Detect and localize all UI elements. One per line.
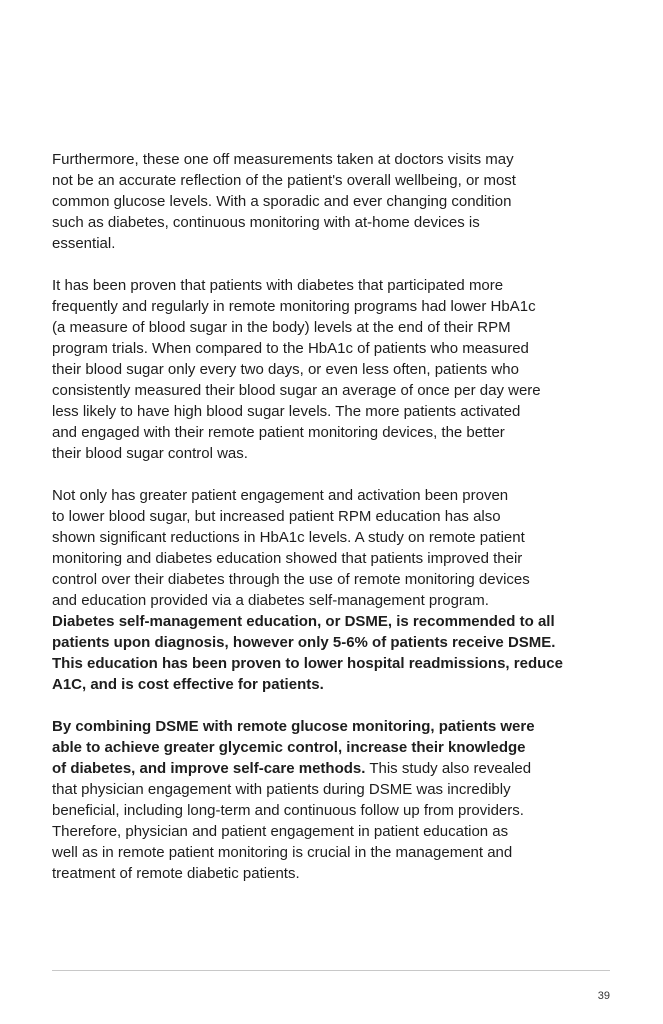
- text-line: [52, 527, 592, 548]
- text-line: [52, 632, 592, 653]
- text-line: [52, 548, 592, 569]
- text-segment: their blood sugar only every two days, or even less often, patients who: [52, 361, 519, 378]
- text-segment: consistently measured their blood sugar an average of once per day were: [52, 382, 541, 399]
- text-line: [52, 485, 592, 506]
- text-line: [52, 317, 592, 338]
- bold-text-segment: Diabetes self-management education, or DSME, is recommended to all: [52, 613, 555, 630]
- bold-text-segment: This education has been proven to lower hospital readmissions, reduce: [52, 655, 563, 672]
- text-line: [52, 338, 592, 359]
- bold-text-segment: patients upon diagnosis, however only 5-6% of patients receive DSME.: [52, 634, 556, 651]
- bold-text-segment: A1C, and is cost effective for patients.: [52, 676, 324, 693]
- text-line: [52, 590, 592, 611]
- paragraph-3: [52, 485, 592, 695]
- text-segment: It has been proven that patients with diabetes that participated more: [52, 277, 504, 294]
- text-line: [52, 233, 592, 254]
- text-line: [52, 275, 592, 296]
- text-line: [52, 191, 592, 212]
- text-segment: not be an accurate reflection of the patient's overall wellbeing, or most: [52, 172, 516, 189]
- text-line: [52, 653, 592, 674]
- paragraph-2: [52, 275, 592, 464]
- text-segment: frequently and regularly in remote monitoring programs had lower HbA1c: [52, 298, 536, 315]
- text-line: [52, 212, 592, 233]
- text-segment: their blood sugar control was.: [52, 445, 248, 462]
- text-line: [52, 380, 592, 401]
- text-line: [52, 758, 592, 779]
- text-line: [52, 716, 592, 737]
- text-line: [52, 674, 592, 695]
- text-line: [52, 821, 592, 842]
- text-segment: well as in remote patient monitoring is crucial in the management and: [52, 844, 513, 861]
- page-number: 39: [597, 990, 610, 1002]
- text-segment: Therefore, physician and patient engagement in patient education as: [52, 823, 509, 840]
- text-line: [52, 506, 592, 527]
- text-segment: less likely to have high blood sugar levels. The more patients activated: [52, 403, 521, 420]
- text-line: [52, 569, 592, 590]
- paragraph-1: [52, 149, 592, 254]
- text-segment: This study also revealed: [365, 760, 532, 777]
- text-line: [52, 401, 592, 422]
- text-line: [52, 170, 592, 191]
- footer-divider: [52, 970, 610, 971]
- text-segment: control over their diabetes through the use of remote monitoring devices: [52, 571, 530, 588]
- text-segment: Furthermore, these one off measurements taken at doctors visits may: [52, 151, 514, 168]
- text-line: [52, 842, 592, 863]
- text-line: [52, 296, 592, 317]
- text-line: [52, 737, 592, 758]
- text-segment: such as diabetes, continuous monitoring with at-home devices is: [52, 214, 480, 231]
- text-segment: monitoring and diabetes education showed that patients improved their: [52, 550, 523, 567]
- bold-text-segment: By combining DSME with remote glucose monitoring, patients were: [52, 718, 535, 735]
- text-segment: treatment of remote diabetic patients.: [52, 865, 300, 882]
- text-segment: and education provided via a diabetes self-management program.: [52, 592, 489, 609]
- text-segment: (a measure of blood sugar in the body) levels at the end of their RPM: [52, 319, 511, 336]
- text-segment: that physician engagement with patients during DSME was incredibly: [52, 781, 511, 798]
- text-line: [52, 149, 592, 170]
- text-segment: program trials. When compared to the HbA1c of patients who measured: [52, 340, 529, 357]
- text-line: [52, 359, 592, 380]
- text-line: [52, 611, 592, 632]
- text-segment: Not only has greater patient engagement and activation been proven: [52, 487, 509, 504]
- text-line: [52, 422, 592, 443]
- text-line: [52, 863, 592, 884]
- body-text: [52, 149, 592, 905]
- text-line: [52, 800, 592, 821]
- paragraph-4: [52, 716, 592, 884]
- bold-text-segment: of diabetes, and improve self-care methods.: [52, 760, 366, 777]
- text-segment: essential.: [52, 235, 116, 252]
- text-segment: beneficial, including long-term and continuous follow up from providers.: [52, 802, 524, 819]
- text-segment: shown significant reductions in HbA1c levels. A study on remote patient: [52, 529, 525, 546]
- bold-text-segment: able to achieve greater glycemic control, increase their knowledge: [52, 739, 526, 756]
- text-line: [52, 779, 592, 800]
- text-segment: and engaged with their remote patient monitoring devices, the better: [52, 424, 505, 441]
- text-segment: to lower blood sugar, but increased patient RPM education has also: [52, 508, 501, 525]
- text-segment: common glucose levels. With a sporadic and ever changing condition: [52, 193, 512, 210]
- text-line: [52, 443, 592, 464]
